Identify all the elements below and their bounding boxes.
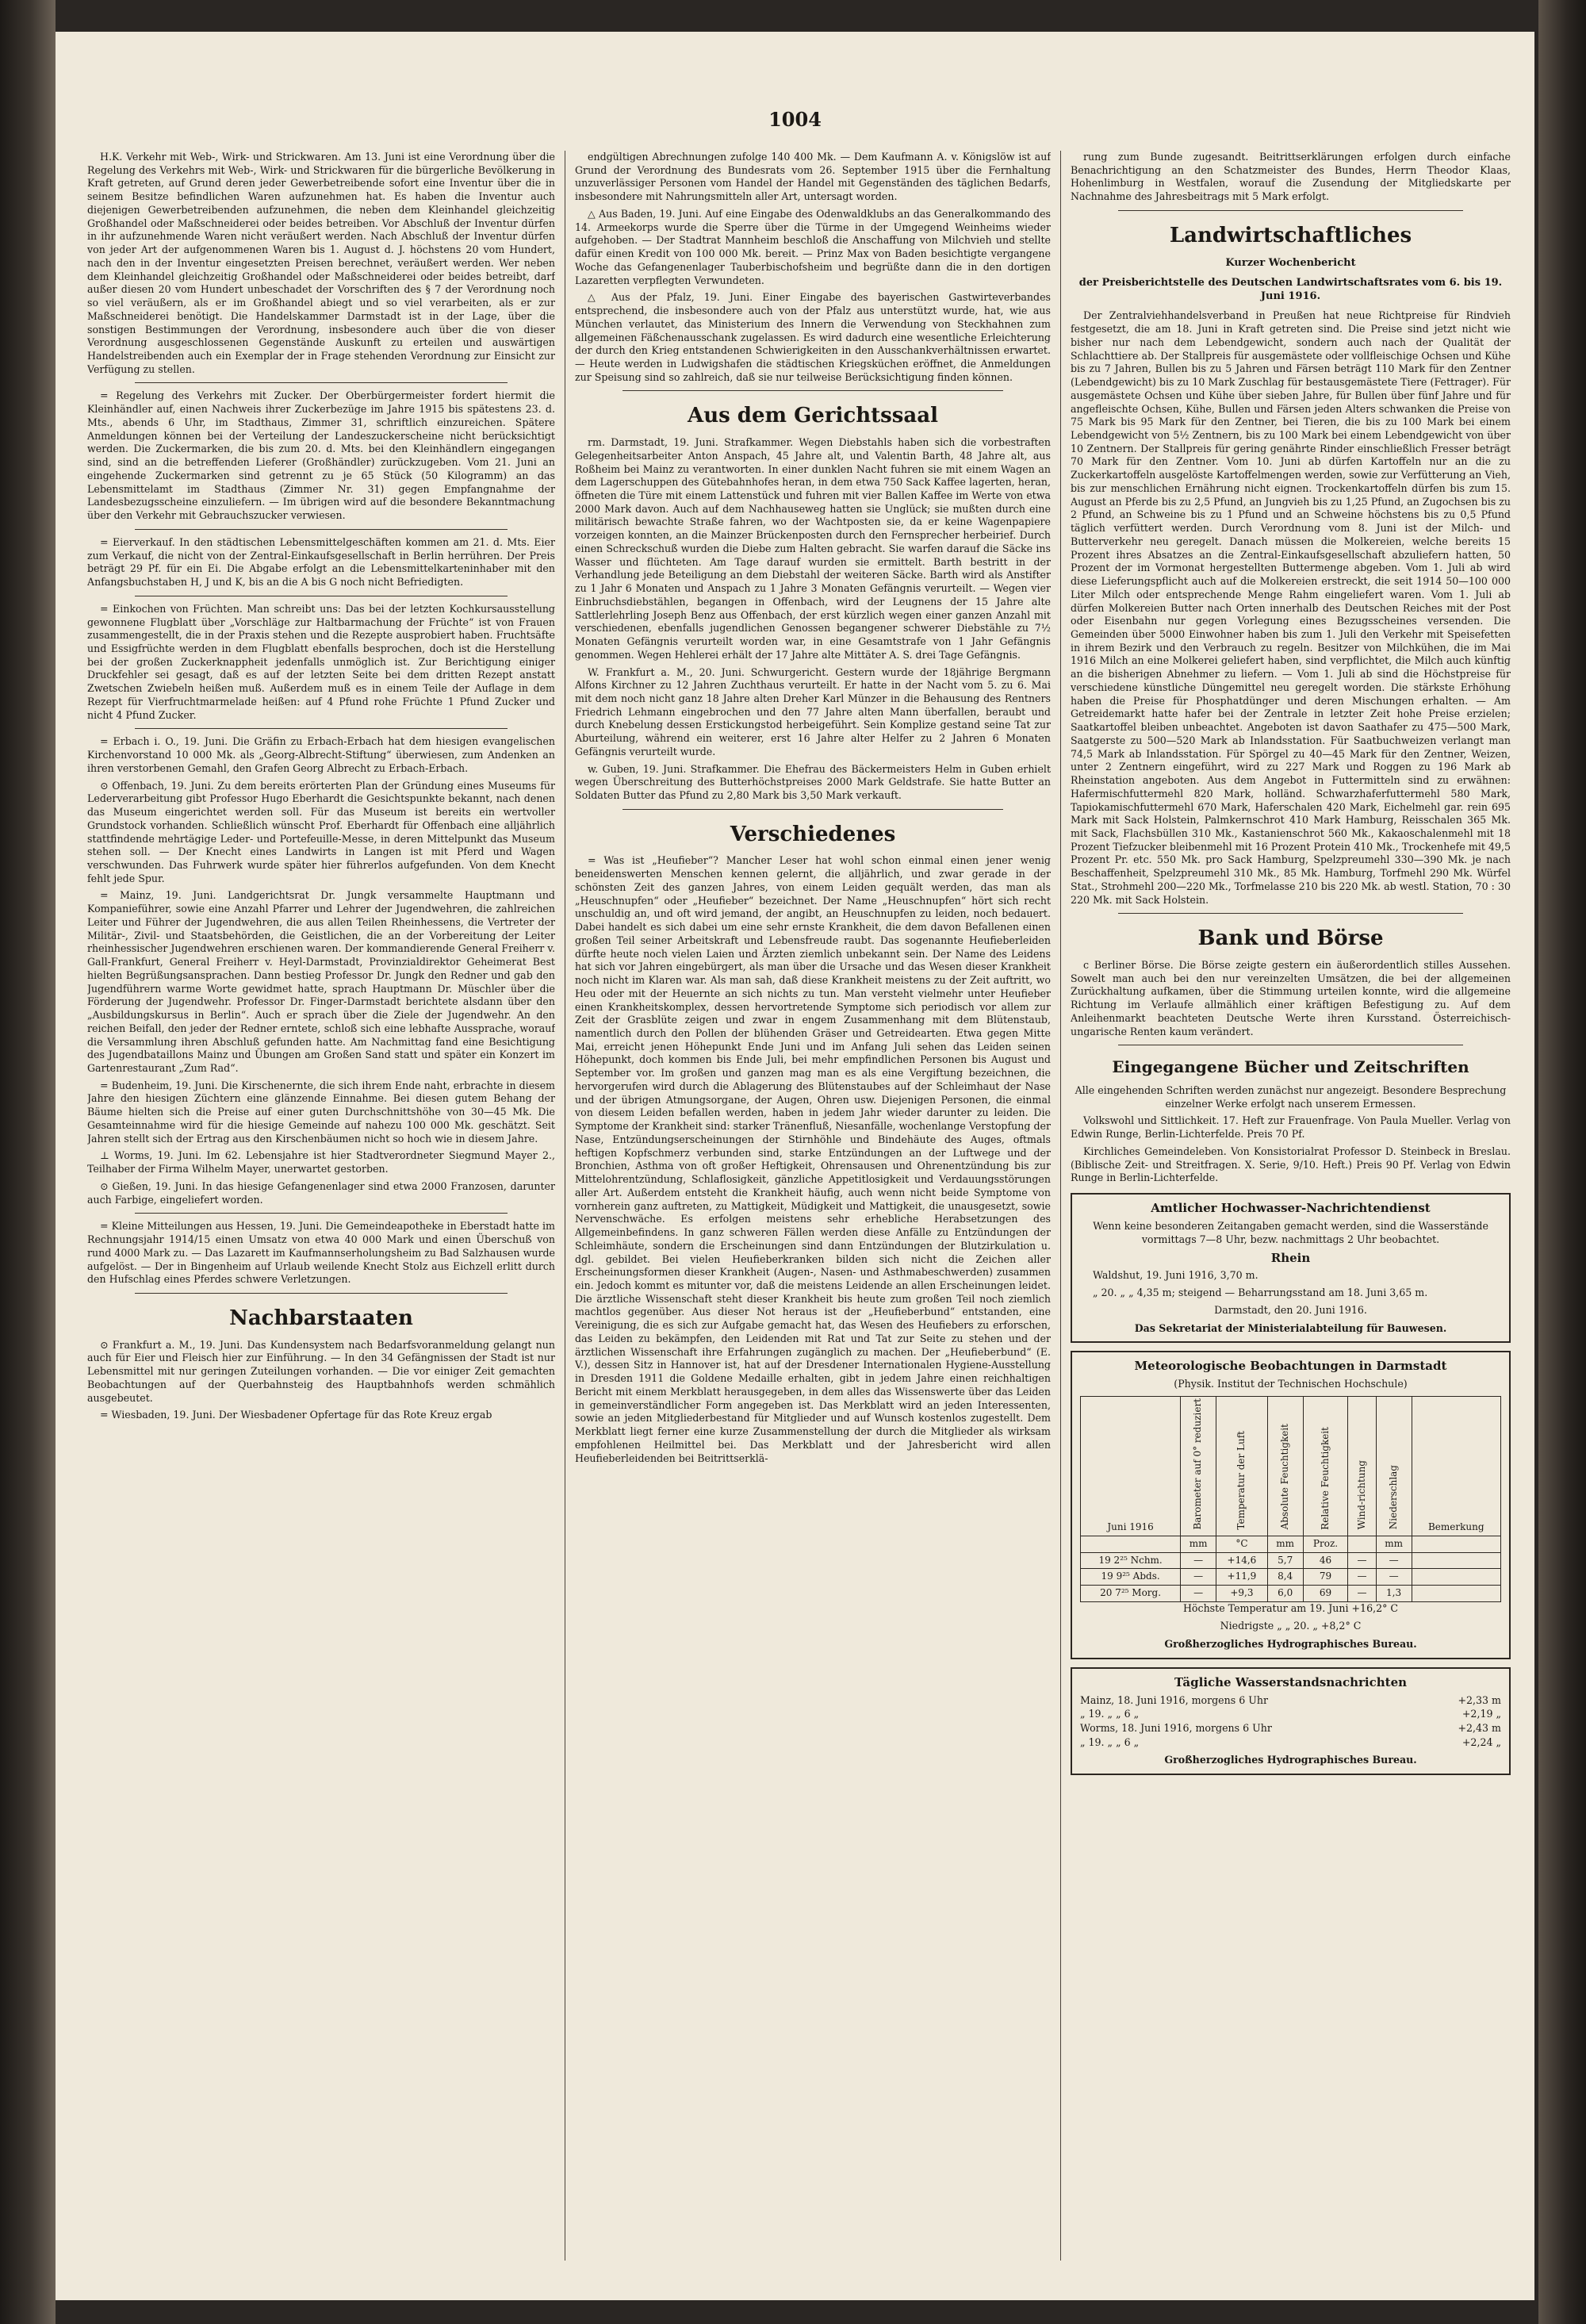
weather-subtitle: (Physik. Institut der Technischen Hochschule)	[1174, 1378, 1408, 1390]
water-level-value: +2,43 m	[1458, 1722, 1501, 1734]
column-3	[1071, 151, 1511, 2284]
scan-binding-edge-left	[0, 0, 56, 2324]
article-guben-court: w. Guben, 19. Juni. Strafkammer. Die Ehefrau des Bäckermeisters Helm in Guben erhielt wegen Überschreitung des Butterhöchstpreises 2000 Mark Geldstrafe. Sie hatte Butter an Soldaten Butter das Pfund zu 2,80 Mark bis 3,50 Mark verkauft.	[575, 762, 1051, 802]
weather-cell: —	[1181, 1569, 1216, 1586]
book-entry: Volkswohl und Sittlichkeit. 17. Heft zur Frauenfrage. Von Paula Mueller. Verlag von Edwin Runge, Berlin-Lichterfelde. Preis 70 Pf.	[1071, 1114, 1511, 1141]
flood-reading: Waldshut, 19. Juni 1916, 3,70 m.	[1093, 1269, 1258, 1282]
article-hay-fever: = Was ist „Heufieber“? Mancher Leser hat wohl schon einmal einen jener wenig beneidenswerten Menschen kennen gelernt, die alljährlich, und zwar gerade in der schönsten Zeit des ganzen Jahres, von einem Leiden gequält werden, das man als „Heuschnupfen“ oder „Heufieber“ bezeichnet. Der Name „Heuschnupfen“ hört sich recht unschuldig an, und oft wird jemand, der angibt, an Heuschnupfen zu leiden, noch bedauert. Dabei handelt es sich dabei um eine sehr ernste Krankheit, die dem davon Befallenen einen großen Teil seiner Arbeitskraft und Lebensfreude raubt. Das sogenannte Heufieberleiden dürfte heute noch vielen Laien und Ärzten ziemlich unbekannt sein. Der Name des Leidens hat sich vor Jahren eingebürgert, als man über die Ursache und das Wesen dieser Krankheit noch nicht im Klaren war. Als man sah, daß diese Krankheit meistens zu der Zeit auftritt, wo Heu oder mit der Heuernte an sich nichts zu tun. Man versteht vielmehr unter Heufieber einen Krankheitskomplex, dessen hervortretende Symptome sich periodisch vor allem zur Zeit der Grasblüte zeigen und zwar in engem Zusammenhang mit dem Blütenstaub, namentlich durch den Pollen der blühenden Gräser und Getreidearten. Etwa gegen Mitte Mai, erreicht jenen Höhepunkt Ende Juni und im Anfang Juli sehen das Leiden seinen Höhepunkt, doch kommen bis Ende Juli, bei mehr empfindlichen Personen bis August und September vor. Im großen und ganzen mag man es als eine Vergiftung bezeichnen, die hervorgerufen wird durch die Ablagerung des Blütenstaubes auf der Schleimhaut der Nase und der übrigen Atmungsorgane, der Augen, Ohren usw. Diejenigen Personen, die einmal von diesem Leiden befallen werden, haben in jedem Jahr wieder darunter zu leiden. Die Symptome der Krankheit sind: starker Tränenfluß, Niesanfälle, wochenlange Verstopfung der Nase, Entzündungserscheinungen der Stirnhöhle und Bindehäute des Auges, oftmals heftigen Kopfschmerz verbunden sind, starke Entzündungen an der Luftwege und der Bronchien, Asthma von oft großer Heftigkeit, Ohrensausen und Ohrenentzündung bis zur Mittelohrentzündung, Schlaflosigkeit, gänzliche Appetitlosigkeit und Verdauungsstörungen aller Art. Außerdem entsteht die Krankheit häufig, auch wenn nicht beide Symptome von vornherein ganz auftreten, zu Mattigkeit, Müdigkeit und Mattigkeit, die unausgesetzt, sowie Nervenschwäche. Es erfolgen meistens sehr erhebliche Herabsetzungen des Allgemeinbefindens. In ganz schweren Fällen werden diese Anfälle zu Entzündungen der Schleimhäute, sondern die Erscheinungen sind dann Entzündungen der Blutzirkulation u. dgl. gebildet. Bei vielen Heufieberkranken bilden sich nicht die Zeichen aller Erscheinungsformen dieser Krankheit (Augen-, Nasen- und Asthmabeschwerden) zusammen ein. Jedoch kommt es mitunter vor, daß die meistens Leidende an allen Erscheinungen leidet. Die ärztliche Wissenschaft steht dieser Krankheit bis heute zum großen Teil noch ziemlich machtlos gegenüber. Aus dieser Not heraus ist der „Heufieberbund“ entstanden, eine Vereinigung, die es sich zur Aufgabe gemacht hat, das Wesen des Heufiebers zu erforschen, das Leiden zu bekämpfen, den Leidenden mit Rat und Tat zur Seite zu stehen und der ärztlichen Wissenschaft ihre Erfahrungen zugänglich zu machen. Der „Heufieberbund“ (E. V.), dessen Sitz in Hannover ist, hat auf der Dresdener Internationalen Hygiene-Ausstellung in Dresden 1911 die Goldene Medaille erhalten, gibt in jedem Jahre einen reichhaltigen Bericht mit einem Merkblatt herausgegeben, in dem alles das Wissenswerte über das Leiden in gemeinverständlicher Form angegeben ist. Das Merkblatt wird an jeden Interessenten, sowie an jeden Mitgliederbestand für Mitglieder und auf Wunsch kostenlos zugestellt. Dem Merkblatt liegt ferner eine kurze Zusammenstellung der durch die Mitglieder als wirksam empfohlenen Heilmittel bei. Das Merkblatt und der Jahresbericht wird allen Heufieberleidenden bei Beitrittserklä-	[575, 854, 1051, 1464]
weather-cell: 19 2²⁵ Nchm.	[1081, 1552, 1181, 1569]
section-heading-bank-exchange: Bank und Börse	[1197, 926, 1384, 951]
water-level-row	[1080, 1694, 1501, 1708]
scan-binding-edge-right	[1538, 0, 1586, 2324]
weather-unit	[1412, 1536, 1500, 1552]
weather-min-temp: Niedrigste „ „ 20. „ +8,2° C	[1220, 1620, 1362, 1632]
column-rule	[1060, 151, 1061, 2261]
divider	[135, 1293, 508, 1294]
weather-col-header: Temperatur der Luft	[1216, 1397, 1268, 1536]
article-eggs: = Eierverkauf. In den städtischen Lebensmittelgeschäften kommen am 21. d. Mts. Eier zum Verkauf, die nicht von der Zentral-Einkaufsgesellschaft in Berlin herrühren. Der Preis beträgt 29 Pf. für ein Ei. Die Abgabe erfolgt an die Lebensmittelkarteninhaber mit den Anfangsbuchstaben H, J und K, bis an die A bis G noch nicht Befriedigten.	[87, 535, 555, 589]
article-wiesbaden-cont: endgültigen Abrechnungen zufolge 140 400 Mk. — Dem Kaufmann A. v. Königslöw ist auf Grund der Verordnung des Bundesrats vom 26. September 1915 über die Fernhaltung unzuverlässiger Personen vom Handel der Handel mit Gegenständen des täglichen Bedarfs, insbesondere mit Nahrungsmitteln aller Art, untersagt worden.	[575, 151, 1051, 203]
divider	[135, 382, 508, 383]
weather-unit: Proz.	[1303, 1536, 1348, 1552]
weather-col-header: Absolute Feuchtigkeit	[1267, 1397, 1303, 1536]
divider	[135, 728, 508, 729]
flood-river-name: Rhein	[1270, 1250, 1311, 1265]
agriculture-subtitle-2: der Preisberichtstelle des Deutschen Landwirtschaftsrates vom 6. bis 19. Juni 1916.	[1078, 276, 1503, 303]
weather-cell: —	[1181, 1552, 1216, 1569]
article-baden: △ Aus Baden, 19. Juni. Auf eine Eingabe des Odenwaldklubs an das Generalkommando des 14. Armeekorps wurde die Sperre über die Türme in der Umgegend Weinheims wieder aufgehoben. — Der Stadtrat Mannheim beschloß die Anschaffung von Milchvieh und stellte dafür einen Kredit von 100 000 Mk. bereit. — Prinz Max von Baden besichtigte vergangene Woche das Gefangenenlager Tauberbischofsheim und begrüßte dann die in den dortigen Lazaretten verpflegten Verwundeten.	[575, 207, 1051, 286]
article-berlin-exchange: c Berliner Börse. Die Börse zeigte gestern ein äußerordentlich stilles Aussehen. Sowelt man auch bei den nur vereinzelten Umsätzen, die bei der allgemeinen Zurückhaltung aufkamen, über die Stimmung urteilen konnte, wird die allgemeine Richtung im Verlaufe allmählich einer kräftigen Befestigung zu. Auf dem Anleihenmarkt beachteten Deutsche Werte ihren Kursstand. Österreichisch-ungarische Renten kaum verändert.	[1071, 958, 1511, 1037]
weather-cell: —	[1348, 1569, 1376, 1586]
weather-title: Meteorologische Beobachtungen in Darmstadt	[1134, 1359, 1447, 1374]
book-entry: Kirchliches Gemeindeleben. Von Konsistorialrat Professor D. Steinbeck in Breslau. (Biblische Zeit- und Streitfragen. X. Serie, 9/10. Heft.) Preis 90 Pf. Verlag von Edwin Runge in Berlin-Lichterfelde.	[1071, 1145, 1511, 1184]
weather-cell: 8,4	[1267, 1569, 1303, 1586]
flood-signature: Das Sekretariat der Ministerialabteilung für Bauwesen.	[1134, 1321, 1447, 1334]
weather-col-header: Barometer auf 0° reduziert	[1181, 1397, 1216, 1536]
divider	[623, 390, 1003, 391]
weather-cell: 46	[1303, 1552, 1348, 1569]
divider	[1118, 210, 1463, 211]
article-wiesbaden: = Wiesbaden, 19. Juni. Der Wiesbadener Opfertage für das Rote Kreuz ergab	[100, 1409, 492, 1421]
weather-cell: 1,3	[1376, 1586, 1412, 1602]
weather-col-header: Wind-richtung	[1348, 1397, 1376, 1536]
flood-date: Darmstadt, den 20. Juni 1916.	[1214, 1303, 1367, 1316]
weather-unit	[1348, 1536, 1376, 1552]
water-level-label: „ 19. „ „ 6 „	[1080, 1735, 1140, 1748]
article-giessen: ⊙ Gießen, 19. Juni. In das hiesige Gefangenenlager sind etwa 2000 Franzosen, darunter auch Farbige, eingeliefert worden.	[87, 1179, 555, 1206]
flood-warning-text: Wenn keine besonderen Zeitangaben gemacht werden, sind die Wasserstände vormittags 7—8 Uhr, bezw. nachmittags 2 Uhr beobachtet.	[1093, 1220, 1488, 1245]
water-level-title: Tägliche Wasserstandsnachrichten	[1174, 1674, 1408, 1689]
article-hay-fever-cont: rung zum Bunde zugesandt. Beitrittserklärungen erfolgen durch einfache Benachrichtigung an den Schatzmeister des Bundes, Herrn Theodor Klaas, Hohenlimburg in Westfalen, worauf die Zusendung der Mitgliedskarte per Nachnahme des Jahresbeitrags mit 5 Mark erfolgt.	[1071, 151, 1511, 203]
weather-unit: °C	[1216, 1536, 1268, 1552]
column-2	[575, 151, 1051, 2284]
article-erbach: = Erbach i. O., 19. Juni. Die Gräfin zu Erbach-Erbach hat dem hiesigen evangelischen Kirchenvorstand 10 000 Mk. als „Georg-Albrecht-Stiftung“ überwiesen, zum Andenken an ihren verstorbenen Gemahl, den Grafen Georg Albrecht zu Erbach-Erbach.	[87, 735, 555, 774]
weather-cell: —	[1376, 1552, 1412, 1569]
weather-unit: mm	[1267, 1536, 1303, 1552]
weather-cell: —	[1181, 1586, 1216, 1602]
water-level-box	[1071, 1667, 1511, 1776]
article-frankfurt: ⊙ Frankfurt a. M., 19. Juni. Das Kundensystem nach Bedarfsvoranmeldung gelangt nun auch für Eier und Fleisch hier zur Einführung. — In den 34 Gefängnissen der Stadt ist nur Lebensmittel mit nur geringen Zuteilungen vorhanden. — Die vor einiger Zeit gemachten Beobachtungen auf der Querbahnsteig des Hauptbahnhofs werden schmählich ausgebeutet.	[87, 1338, 555, 1404]
weather-cell: 19 9²⁵ Abds.	[1081, 1569, 1181, 1586]
column-1	[87, 151, 555, 2284]
water-level-value: +2,24 „	[1461, 1735, 1501, 1748]
article-worms: ⊥ Worms, 19. Juni. Im 62. Lebensjahre ist hier Stadtverordneter Siegmund Mayer 2., Teilhaber der Firma Wilhelm Mayer, unerwartet gestorben.	[87, 1149, 555, 1175]
section-heading-agriculture: Landwirtschaftliches	[1169, 223, 1412, 247]
section-heading-miscellaneous: Verschiedenes	[730, 822, 896, 846]
article-hessen-notes: = Kleine Mitteilungen aus Hessen, 19. Juni. Die Gemeindeapotheke in Eberstadt hatte im Rechnungsjahr 1914/15 einen Umsatz von etwa 40 000 Mark und einen Überschuß von rund 4000 Mark zu. — Das Lazarett im Kaufmannserholungsheim zu Bad Salzhausen wurde aufgelöst. — Der in Bingenheim auf Urlaub weilende Knecht Stolz aus Eichzell erlitt durch den Hufschlag eines Pferdes schwere Verletzungen.	[87, 1220, 555, 1286]
article-sugar: = Regelung des Verkehrs mit Zucker. Der Oberbürgermeister fordert hiermit die Kleinhändler auf, einen Nachweis ihrer Zuckerbezüge im Jahre 1915 bis spätestens 23. d. Mts., abends 6 Uhr, im Stadthaus, Zimmer 31, schriftlich einzureichen. Spätere Anmeldungen können bei der Verteilung der Landeszuckerscheine nicht berücksichtigt werden. Die Zuckermarken, die bis zum 20. d. Mts. bei den Kleinhändlern eingegangen sind, sind an die betreffenden Lieferer (Großhändler) zurückzugeben. Vom 21. Juni an eingehende Zuckermarken sind getrennt zu je 65 Stück (50 Kilogramm) an das Lebensmittelamt im Stadthaus (Zimmer Nr. 31) gegen Empfangnahme der Landesbezugsscheine einzuliefern. — Im übrigen wird auf die besondere Bekanntmachung über den Verkehr mit Gebrauchszucker verwiesen.	[87, 389, 555, 522]
weather-cell: 5,7	[1267, 1552, 1303, 1569]
article-frankfurt-court: W. Frankfurt a. M., 20. Juni. Schwurgericht. Gestern wurde der 18jährige Bergmann Alfons Kirchner zu 12 Jahren Zuchthaus verurteilt. Er hatte in der Nacht vom 5. zu 6. Mai mit dem noch nicht ganz 18 Jahre alten Dreher Karl Münzer in die Behausung des Rentners Friedrich Lehmann eingebrochen und den 77 Jahre alten Mann überfallen, beraubt und durch Knebelung dessen Erstickungstod herbeigeführt. Sein Komplize gestand seine Tat zur Aburteilung, während ein weiterer, erst 16 Jahre alter Helfer zu 2 Jahren 6 Monaten Gefängnis verurteilt wurde.	[575, 665, 1051, 757]
weather-cell: 20 7²⁵ Morg.	[1081, 1586, 1181, 1602]
water-level-label: Worms, 18. Juni 1916, morgens 6 Uhr	[1080, 1722, 1272, 1734]
weather-cell: 79	[1303, 1569, 1348, 1586]
article-textile-trade: H.K. Verkehr mit Web-, Wirk- und Strickwaren. Am 13. Juni ist eine Verordnung über die Regelung des Verkehrs mit Web-, Wirk- und Strickwaren für die bürgerliche Bevölkerung in Kraft getreten, auf Grund deren jeder Gewerbetreibende sofort eine Inventur über die in seinem Besitze befindlichen Waren aufzunehmen hat. Es haben die Inventur auch diejenigen Gewerbetreibenden aufzunehmen, die neben dem Kleinhandel gleichzeitig Großhandel oder Maßschneiderei oder beides betreiben. Vor Abschluß der Inventur dürfen in ihr aufzunehmende Waren nicht veräußert werden. Nach Abschluß der Inventur dürfen von jeder Art der aufgenommenen Waren bis 1. August d. J. höchstens 20 vom Hundert, nach den in der Inventur eingesetzten Preisen berechnet, veräußert werden. Wer neben dem Kleinhandel gleichzeitig Großhandel oder Maßschneiderei oder beides betreibt, darf außer diesen 20 vom Hundert unbeschadet der Vorschriften des § 7 der Verordnung noch so viel veräußern, als er im Großhandel abiegt und so viel verarbeiten, als er zur Maßschneiderei benötigt. Die Handelskammer Darmstadt ist in der Lage, über die sonstigen Bestimmungen der Verordnung, insbesondere auch über die von dieser Verordnung ausgeschlossenen Gegenstände Auskunft zu erteilen und auswärtigen Handelstreibenden auch ein Exemplar der in Frage stehenden Verordnung zur Einsicht zur Verfügung zu stellen.	[87, 151, 555, 375]
article-agriculture-report: Der Zentralviehhandelsverband in Preußen hat neue Richtpreise für Rindvieh festgesetzt, die am 18. Juni in Kraft getreten sind. Die Preise sind jetzt nicht wie bisher nur nach dem Lebendgewicht, sondern auch nach der Qualität der Schlachttiere ab. Der Stallpreis für ausgemästete oder vollfleischige Ochsen und Kühe bis zu 7 Jahren, Bullen bis zu 5 Jahren und Färsen beträgt 110 Mark für den Zentner (Lebendgewicht) bis zu 10 Mark Zuschlag für bestausgemästete Tiere (Fettrager). Für ausgemästete Ochsen und Kühe über sieben Jahre, für Bullen über fünf Jahre und für angefleischte Ochsen, Kühe, Bullen und Färsen jeden Alters schwanken die Preise von 75 Mark bis 95 Mark für den Zentner, bei Tieren, die bis zu 100 Mark bei einem Lebendgewicht von 5½ Zentnern, bis zu 100 Mark bei einem Lebendgewicht von über 10 Zentnern. Der Stallpreis für gering genährte Rinder einschließlich Fresser beträgt 70 Mark für den Zentner. Vom 10. Juni ab dürfen Kartoffeln nur an die zu Zuckerkartoffeln ausgelöste Kartoffelmengen werden, sowie zur Verfütterung an Vieh, bis zur menschlichen Ernährung nicht eignen. Trockenkartoffeln dürfen bis zum 15. August an Pferde bis zu 2,5 Pfund, an Jungvieh bis zu 1,25 Pfund, an Zugochsen bis zu 2 Pfund, an Schweine bis zu 1 Pfund und an Schweine höchstens bis zu 0,5 Pfund täglich verfüttert werden. Durch Verordnung vom 8. Juni ist der Milch- und Butterverkehr neu geregelt. Danach müssen die Molkereien, welche bereits 15 Prozent ihres Absatzes an die Zentral-Einkaufsgesellschaft abzuliefern hatten, 50 Prozent der im Vormonat hergestellten Buttermenge abgeben. Vom 1. Juli ab wird diese Lieferungspflicht auch auf die Molkereien erstreckt, die seit 1914 50—100 000 Liter Milch oder entsprechende Menge Rahm eingeliefert waren. Vom 1. Juli ab dürfen Molkereien Butter nach Orten innerhalb des Deutschen Reiches mit der Post oder Eisenbahn nur gegen Vorlegung eines Bezugsscheines versenden. Die Gemeinden über 5000 Einwohner haben bis zum 1. Juli den Verkehr mit Speisefetten in ihrem Bezirk und den Verbrauch zu regeln. Besitzer von Milchkühen, die im Mai 1916 Milch an eine Molkerei geliefert haben, sind verpflichtet, die Milch auch künftig an die bisherigen Abnehmer zu liefern. — Vom 1. Juli ab sind die Höchstpreise für verschiedene künstliche Düngemittel neu geregelt worden. Die stärkste Erhöhung haben die Preise für Phosphatdünger und deren Mischungen erhalten. — Am Getreidemarkt hatte hafer bei der Zentrale in letzter Zeit hohe Preise erzielen; Saatkartoffel bleiben unbeachtet. Angeboten ist davon Saathafer zu 475—500 Mark, Saatgerste zu 500—520 Mark ab Inlandsstation. Für Saatbuchweizen verlangt man 74,5 Mark ab Inlandsstation. Für Spörgel zu 40—45 Mark für den Zentner, Weizen, unter 2 Zentnern eingeführt, wird zu 227 Mark und Roggen zu 196 Mark ab Rheinstation angeboten. Aus dem Angebot in Futtermitteln sind zu erwähnen: Hafermischfuttermehl 820 Mark, holländ. Schwarzhaferfuttermehl 580 Mark, Tapiokamischfuttermehl 670 Mark, Haferschalen 420 Mark, Eichelmehl gar. rein 695 Mark mit Sack Holstein, Palmkernschrot 410 Mark Hamburg, Reisschalen 365 Mk. mit Sack, Flachsbüllen 310 Mk., Kastanienschrot 560 Mk., Kakaoschalenmehl mit 18 Prozent Tiefzucker bleibenmehl mit 16 Prozent Protein 410 Mk., Trockenhefe mit 49,5 Prozent Pr. etc. 550 Mk. pro Sack Hamburg, Spelzpreumehl 330—390 Mk. je nach Beschaffenheit, Spelzpreumehl 310 Mk., 85 Mk. Hamburg, Torfmehl 290 Mk. Würfel Stat., Strohmehl 200—220 Mk., Torfmelasse 210 bis 220 Mk. ab westl. Station, 70 : 30 220 Mk. mit Sack Holstein.	[1071, 309, 1511, 906]
divider	[135, 529, 508, 530]
weather-col-header: Bemerkung	[1412, 1397, 1500, 1536]
water-level-value: +2,33 m	[1458, 1693, 1501, 1706]
flood-warning-box	[1071, 1193, 1511, 1343]
weather-cell	[1412, 1586, 1500, 1602]
weather-col-header: Juni 1916	[1081, 1397, 1181, 1536]
weather-row	[1081, 1552, 1501, 1569]
weather-cell: —	[1376, 1569, 1412, 1586]
weather-cell: —	[1348, 1586, 1376, 1602]
books-note: Alle eingehenden Schriften werden zunächst nur angezeigt. Besondere Besprechung einzelner Werke erfolgt nach unserem Ermessen.	[1075, 1083, 1507, 1110]
article-mainz: = Mainz, 19. Juni. Landgerichtsrat Dr. Jungk versammelte Hauptmann und Kompanieführer, sowie eine Anzahl Pfarrer und Lehrer der Jugendwehren, die zahlreichen Leiter und Führer der Jugendwehren, die aus allen Teilen Rheinhessens, die Vertreter der Militär-, Zivil- und Staatsbehörden, die Geistlichen, die an der Vorbereitung der Leiter rheinhessischer Jugendwehren erschienen waren. Der kommandierende General Freiherr v. Gall-Frankfurt, General Freiherr v. Heyl-Darmstadt, Provinzialdirektor Geheimerat Best hielten Begrüßungsansprachen. Dann bestieg Professor Dr. Jungk den Redner und gab den Jugendführern warme Worte gewidmet hatte, sprach Hauptmann Dr. Müschler über die Förderung der Jugendwehr. Professor Dr. Finger-Darmstadt berichtete alsdann über den „Ausbildungskursus in Berlin“. Auch er sprach über die Ziele der Jugendwehr. An den reichen Beifall, den jeder der Redner erntete, schloß sich eine lebhafte Aussprache, worauf die Versammlung ihren Abschluß gefunden hatte. Am Nachmittag fand eine Besichtigung des Jugendbataillons Mainz und Übungen am Großen Sand statt und später ein Konzert im Gartenrestaurant „Zum Rad“.	[87, 889, 555, 1074]
weather-unit: mm	[1376, 1536, 1412, 1552]
article-budenheim: = Budenheim, 19. Juni. Die Kirschenernte, die sich ihrem Ende naht, erbrachte in diesem Jahre den hiesigen Züchtern eine glänzende Einnahme. Bei diesen gutem Behang der Bäume hielten sich die Preise auf einer guten Durchschnittshöhe von 30—45 Mk. Die Gesamteinnahme wird für die hiesige Gemeinde auf nahezu 100 000 Mk. geschätzt. Seit Jahren stellt sich der Ertrag aus den Kirschenbäumen nicht so hoch wie in diesem Jahre.	[87, 1079, 555, 1145]
weather-cell: —	[1348, 1552, 1376, 1569]
weather-unit	[1081, 1536, 1181, 1552]
weather-cell: +14,6	[1216, 1552, 1268, 1569]
weather-max-temp: Höchste Temperatur am 19. Juni +16,2° C	[1182, 1602, 1399, 1615]
section-heading-neighbouring-states: Nachbarstaaten	[229, 1306, 413, 1331]
article-pfalz: △ Aus der Pfalz, 19. Juni. Einer Eingabe des bayerischen Gastwirteverbandes entsprechend, die insbesondere auch von der Pfalz aus unterstützt wurde, hat, wie aus München verlautet, das Ministerium des Innern die Verwendung von Steckhahnen zum allgemeinen Fäßchenausschank zugelassen. Es wird dadurch eine wesentliche Erleichterung der durch den Krieg entstandenen Schwierigkeiten in den Ausschankverhältnissen erwartet. — Heute werden in Ludwigshafen die städtischen Kriegsküchen eröffnet, die Anmeldungen zur Speisung sind so zahlreich, daß sie nur teilweise Berücksichtigung finden können.	[575, 291, 1051, 383]
section-heading-courtroom: Aus dem Gerichtssaal	[688, 404, 938, 428]
water-level-row	[1080, 1708, 1501, 1721]
weather-row	[1081, 1586, 1501, 1602]
water-level-row	[1080, 1722, 1501, 1735]
newspaper-page	[56, 32, 1534, 2300]
weather-unit: mm	[1181, 1536, 1216, 1552]
water-level-row	[1080, 1736, 1501, 1750]
weather-col-header: Relative Feuchtigkeit	[1303, 1397, 1348, 1536]
flood-warning-title: Amtlicher Hochwasser-Nachrichtendienst	[1151, 1201, 1431, 1216]
water-level-label: Mainz, 18. Juni 1916, morgens 6 Uhr	[1080, 1693, 1268, 1706]
weather-cell	[1412, 1552, 1500, 1569]
divider	[135, 1213, 508, 1214]
article-preserving-fruit: = Einkochen von Früchten. Man schreibt uns: Das bei der letzten Kochkursausstellung gewonnene Flugblatt über „Vorschläge zur Haltbarmachung der Früchte“ ist von Frauen zusammengestellt, die in der Praxis stehen und die Rezepte ausprobiert haben. Fruchtsäfte und Essigfrüchte werden in dem Flugblatt ebenfalls besprochen, doch ist die Herstellung bei der großen Zuckerknappheit jedenfalls unmöglich ist. Zur Berichtigung einiger Druckfehler sei gesagt, daß es auf der letzten Seite bei dem dritten Rezept anstatt Zwetschen Zwiebeln heißen muß. Außerdem muß es in einem Teile der Auflage in dem Rezept für Vierfruchtmarmelade heißen: auf 4 Pfund rohe Früchte 1 Pfund Zucker und nicht 4 Pfund Zucker.	[87, 602, 555, 721]
weather-signature: Großherzogliches Hydrographisches Bureau.	[1164, 1637, 1417, 1650]
page-number: 1004	[768, 108, 822, 131]
section-heading-books: Eingegangene Bücher und Zeitschriften	[1112, 1057, 1469, 1077]
weather-cell: +9,3	[1216, 1586, 1268, 1602]
weather-cell: 6,0	[1267, 1586, 1303, 1602]
water-level-value: +2,19 „	[1461, 1708, 1501, 1720]
weather-cell: +11,9	[1216, 1569, 1268, 1586]
weather-row	[1081, 1569, 1501, 1586]
agriculture-subtitle: Kurzer Wochenbericht	[1225, 256, 1356, 269]
divider	[623, 809, 1003, 810]
weather-cell: 69	[1303, 1586, 1348, 1602]
weather-box	[1071, 1351, 1511, 1659]
weather-col-header: Niederschlag	[1376, 1397, 1412, 1536]
divider	[1118, 913, 1463, 914]
weather-cell	[1412, 1569, 1500, 1586]
water-level-signature: Großherzogliches Hydrographisches Bureau.	[1164, 1754, 1417, 1766]
water-level-label: „ 19. „ „ 6 „	[1080, 1708, 1140, 1720]
flood-reading: „ 20. „ „ 4,35 m; steigend — Beharrungsstand am 18. Juni 3,65 m.	[1093, 1287, 1428, 1299]
article-offenbach: ⊙ Offenbach, 19. Juni. Zu dem bereits erörterten Plan der Gründung eines Museums für Lederverarbeitung gibt Professor Hugo Eberhardt die Gesichtspunkte bekannt, nach denen das Museum eingerichtet werden soll. Für das Museum ist bereits ein wertvoller Grundstock vorhanden. Schließlich wünscht Prof. Eberhardt für Offenbach eine alljährlich stattfindende mehrtägige Leder- und Portefeuille-Messe, in deren Mittelpunkt das Museum stehen soll. — Der Knecht eines Landwirts in Langen ist mit Pferd und Wagen verschwunden. Das Fuhrwerk wurde später hier führerlos aufgefunden. Von dem Knecht fehlt jede Spur.	[87, 779, 555, 884]
weather-table	[1080, 1396, 1501, 1602]
article-darmstadt-court: rm. Darmstadt, 19. Juni. Strafkammer. Wegen Diebstahls haben sich die vorbestraften Gelegenheitsarbeiter Anton Anspach, 45 Jahre alt, und Valentin Barth, 48 Jahre alt, aus Roßheim bei Mainz zu verantworten. In einer dunklen Nacht fuhren sie mit einem Wagen an dem Lagerschuppen des Gütebahnhofes heran, in dem etwa 750 Sack Kaffee lagerten, heran, öffneten die Türe mit einem Lattenstück und fuhren mit vier Ballen Kaffee im Werte von etwa 2000 Mark davon. Auch auf dem Nachhauseweg hatten sie Unglück; sie mußten durch eine militärisch bewachte Straße fahren, wo der Wachtposten sie, da er keine Wagenpapiere vorzeigen konnten, an die Mainzer Brückenposten durch den Fernsprecher herbeirief. Durch einen Schreckschuß wurden die Diebe zum Halten gebracht. Sie warfen darauf die Säcke ins Wasser und flüchteten. Am Tage darauf wurden sie ermittelt. Barth bestritt in der Verhandlung jede Beteiligung an dem Diebstahl der weiteren Säcke. Barth wird als Anstifter zu 1 Jahr 6 Monaten und Anspach zu 1 Jahre 3 Monaten Gefängnis verurteilt. — Wegen vier Einbruchsdiebstählen, begangen in Offenbach, wird der Leugnens der 15 Jahre alte Sattlerlehrling Joseph Benz aus Offenbach, der erst kürzlich wegen einer ganzen Anzahl mit verschiedenen, ebenfalls jugendlichen Genossen begangener schwerer Diebstähle zu 7½ Monaten Gefängnis verurteilt worden war, in eine Gesamtstrafe von 1 Jahr Gefängnis genommen. Wegen Hehlerei erhält der 17 Jahre alte Mittäter A. S. drei Tage Gefängnis.	[575, 436, 1051, 661]
